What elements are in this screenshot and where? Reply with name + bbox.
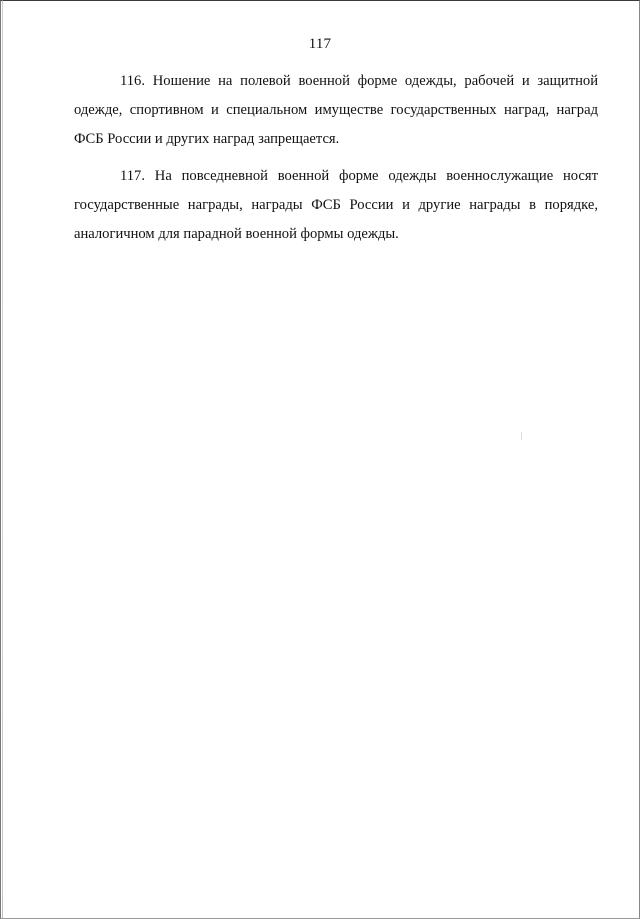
paragraph-116: 116. Ношение на полевой военной форме одежды, рабочей и защитной одежде, спортивном и специальном имуществе государственных наград, наград ФСБ России и других наград запрещается. (74, 73, 598, 147)
document-body (74, 67, 598, 249)
paragraph-117: 117. На повседневной военной форме одежды военнослужащие носят государственные награды, награды ФСБ России и другие награды в порядке, аналогичном для парадной военной формы одежды. (74, 168, 598, 242)
scan-artifact (521, 432, 522, 440)
scan-edge (2, 0, 3, 919)
page-number: 117 (308, 36, 332, 52)
